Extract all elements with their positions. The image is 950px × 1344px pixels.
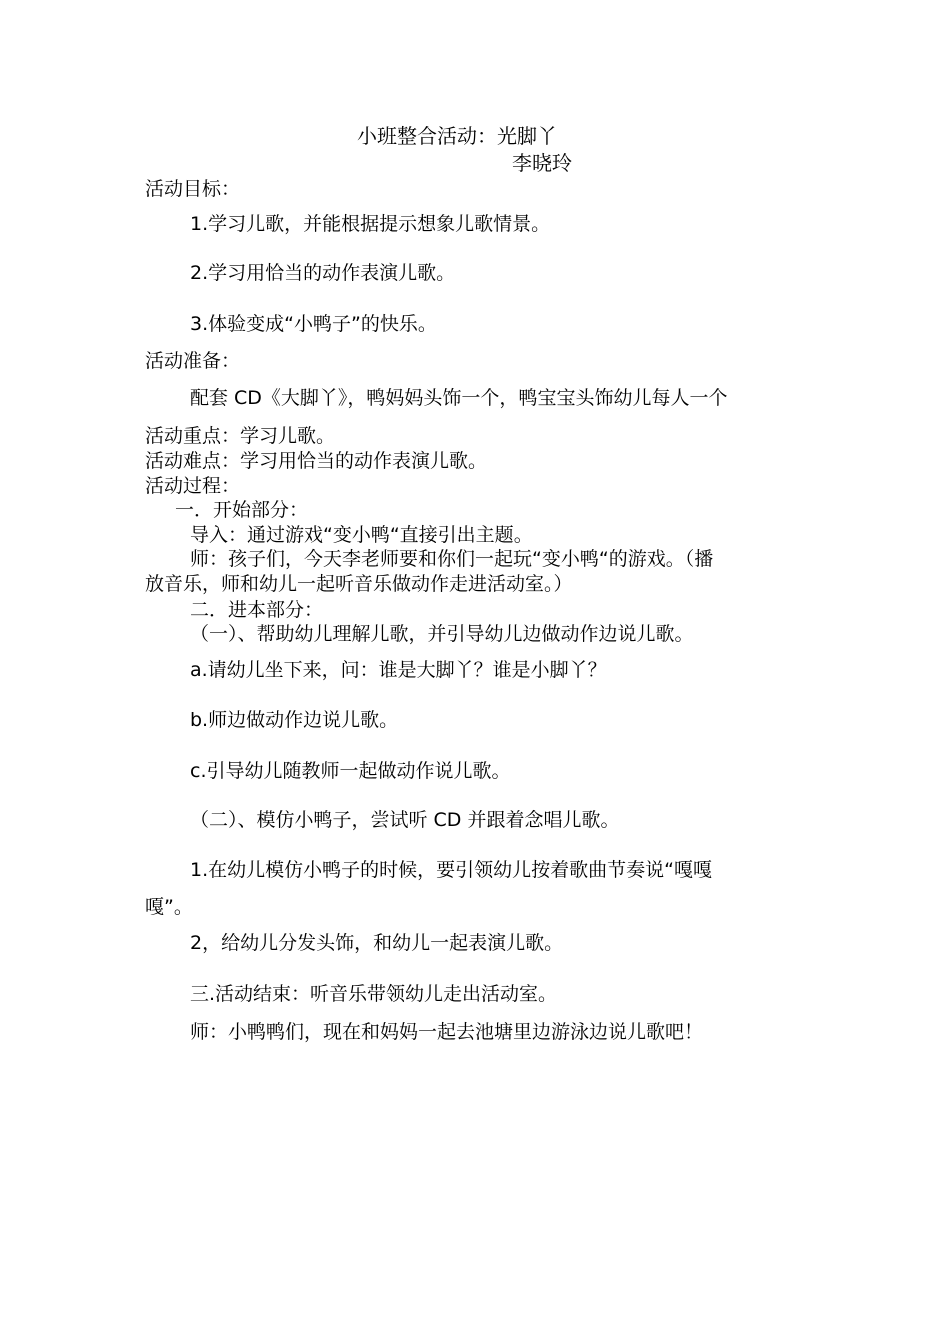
- sub2-item-wrap: 嘎”。: [145, 896, 193, 918]
- prep-heading: 活动准备：: [145, 350, 241, 372]
- part1-teacher-line: 师：孩子们，今天李老师要和你们一起玩“变小鸭“的游戏。（播: [190, 548, 714, 570]
- goal-item: 2.学习用恰当的动作表演儿歌。: [190, 262, 456, 284]
- process-heading: 活动过程：: [145, 475, 241, 497]
- document-author: 李晓玲: [512, 151, 572, 175]
- sub1-item: a.请幼儿坐下来，问：谁是大脚丫？谁是小脚丫？: [190, 659, 607, 681]
- part1-teacher-line: 放音乐，师和幼儿一起听音乐做动作走进活动室。）: [145, 573, 573, 595]
- sub1-item: b.师边做动作边说儿歌。: [190, 709, 399, 731]
- part2-heading: 二．进本部分：: [190, 599, 324, 621]
- sub1-heading: （一）、帮助幼儿理解儿歌，并引导幼儿边做动作边说儿歌。: [190, 623, 694, 645]
- difficulty: 活动难点：学习用恰当的动作表演儿歌。: [145, 450, 488, 472]
- goal-item: 1.学习儿歌，并能根据提示想象儿歌情景。: [190, 213, 551, 235]
- document-title: 小班整合活动：光脚丫: [357, 124, 557, 148]
- goal-item: 3.体验变成“小鸭子”的快乐。: [190, 313, 437, 335]
- key-point: 活动重点：学习儿歌。: [145, 425, 336, 447]
- sub2-heading: （二）、模仿小鸭子，尝试听 CD 并跟着念唱儿歌。: [190, 809, 620, 831]
- sub2-item: 2，给幼儿分发头饰，和幼儿一起表演儿歌。: [190, 932, 564, 954]
- goals-heading: 活动目标：: [145, 178, 241, 200]
- sub2-item: 1.在幼儿模仿小鸭子的时候，要引领幼儿按着歌曲节奏说“嘎嘎: [190, 859, 712, 881]
- prep-text: 配套 CD《大脚丫》，鸭妈妈头饰一个，鸭宝宝头饰幼儿每人一个: [190, 387, 728, 409]
- part1-heading: 一．开始部分：: [175, 499, 309, 521]
- part3-text: 三.活动结束：听音乐带领幼儿走出活动室。: [190, 983, 558, 1005]
- part1-intro: 导入：通过游戏“变小鸭“直接引出主题。: [190, 524, 533, 546]
- closing-text: 师：小鸭鸭们，现在和妈妈一起去池塘里边游泳边说儿歌吧！: [190, 1021, 704, 1043]
- sub1-item: c.引导幼儿随教师一起做动作说儿歌。: [190, 760, 511, 782]
